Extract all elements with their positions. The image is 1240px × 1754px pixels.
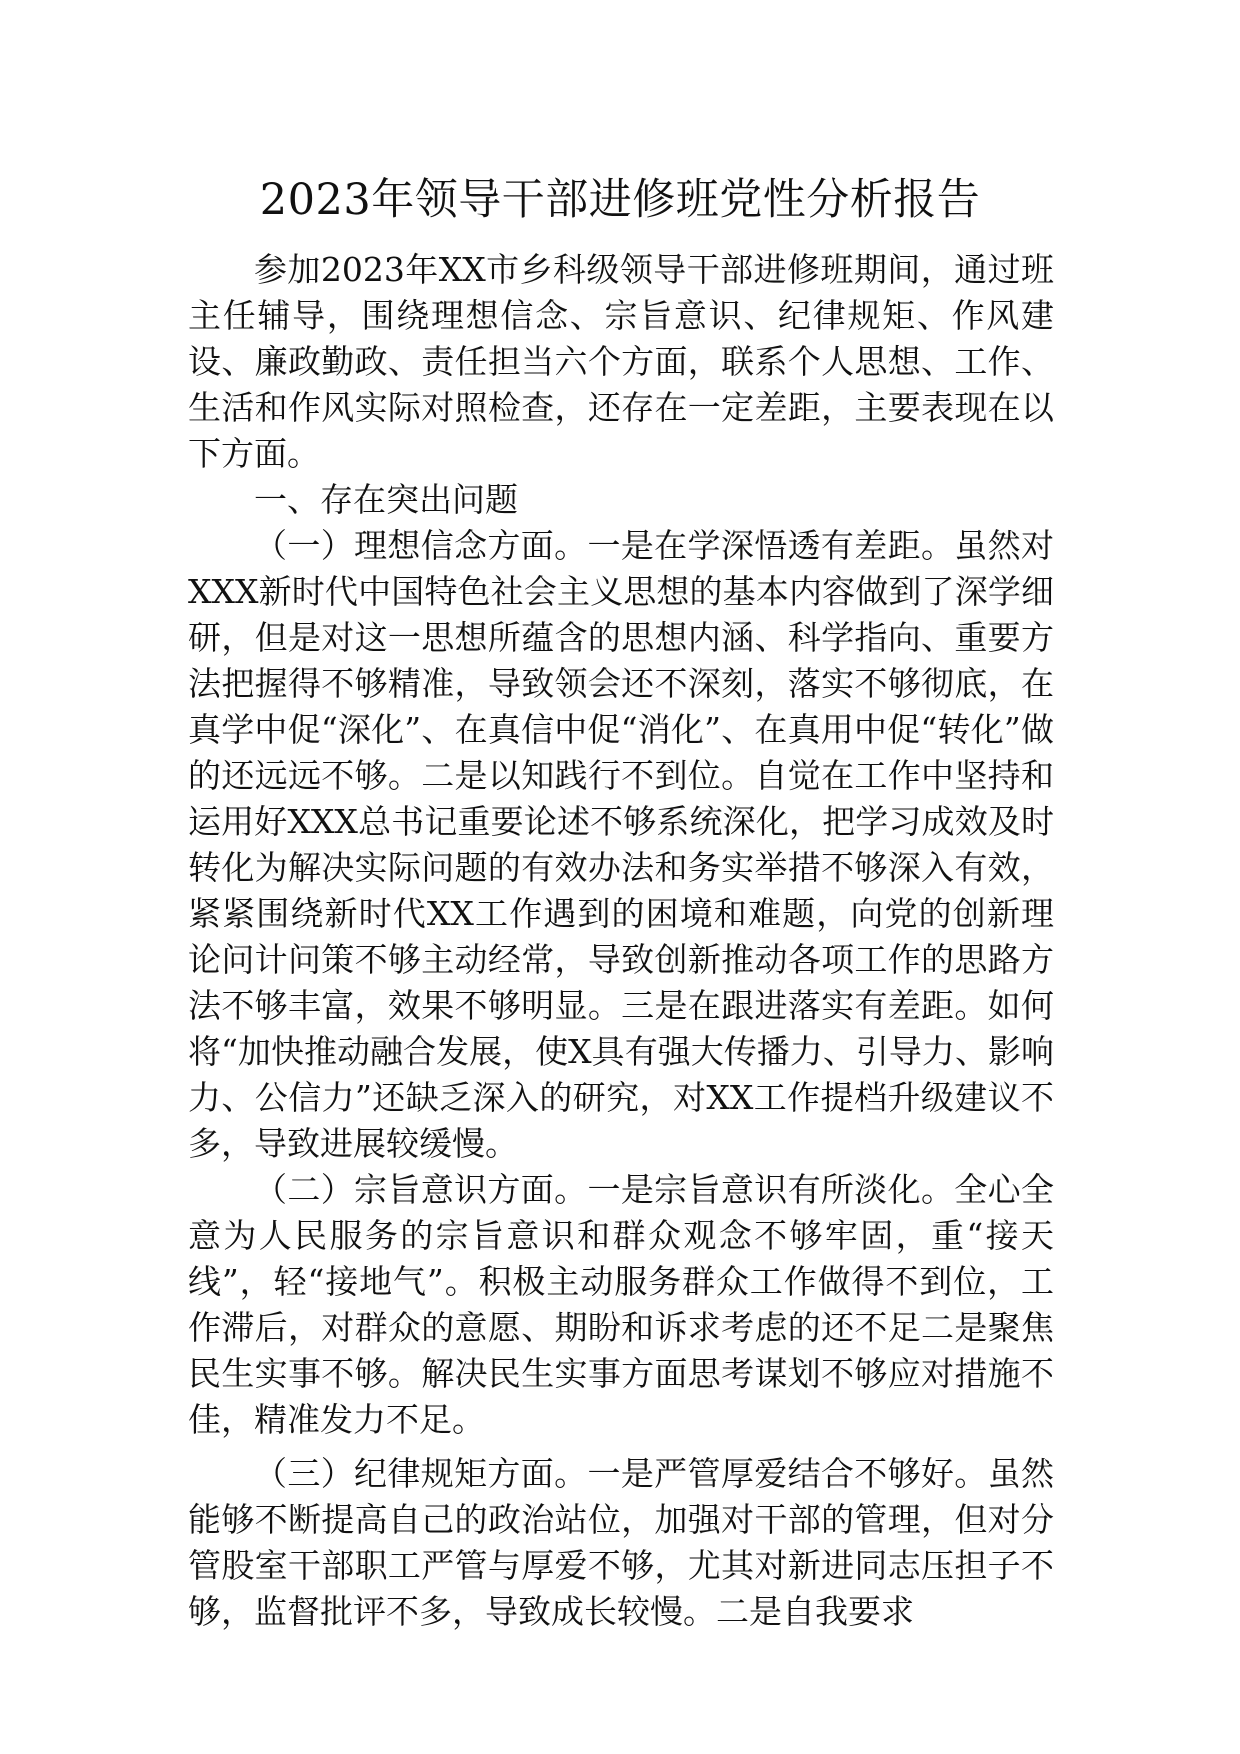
- paragraph-discipline-rules: （三）纪律规矩方面。一是严管厚爱结合不够好。虽然能够不断提高自己的政治站位，加强对干部的管理，但对分管股室干部职工严管与厚爱不够，尤其对新进同志压担子不够，监督批评不多，导致成长较慢。二是自我要求: [188, 1454, 1054, 1631]
- paragraph-purpose-awareness: （二）宗旨意识方面。一是宗旨意识有所淡化。全心全意为人民服务的宗旨意识和群众观念不够牢固，重“接天线”，轻“接地气”。积极主动服务群众工作做得不到位，工作滞后，对群众的意愿、期盼和诉求考虑的还不足二是聚焦民生实事不够。解决民生实事方面思考谋划不够应对措施不佳，精准发力不足。: [188, 1170, 1054, 1439]
- intro-paragraph: 参加2023年XX市乡科级领导干部进修班期间，通过班主任辅导，围绕理想信念、宗旨意识、纪律规矩、作风建设、廉政勤政、责任担当六个方面，联系个人思想、工作、生活和作风实际对照检查，还存在一定差距，主要表现在以下方面。: [188, 250, 1054, 473]
- document-title: 2023年领导干部进修班党性分析报告: [259, 175, 981, 225]
- paragraph-ideals-beliefs: （一）理想信念方面。一是在学深悟透有差距。虽然对XXX新时代中国特色社会主义思想的基本内容做到了深学细研，但是对这一思想所蕴含的思想内涵、科学指向、重要方法把握得不够精准，导致领会还不深刻，落实不够彻底，在真学中促“深化”、在真信中促“消化”、在真用中促“转化”做的还远远不够。二是以知践行不到位。自觉在工作中坚持和运用好XXX总书记重要论述不够系统深化，把学习成效及时转化为解决实际问题的有效办法和务实举措不够深入有效，紧紧围绕新时代XX工作遇到的困境和难题，向党的创新理论问计问策不够主动经常，导致创新推动各项工作的思路方法不够丰富，效果不够明显。三是在跟进落实有差距。如何将“加快推动融合发展，使X具有强大传播力、引导力、影响力、公信力”还缺乏深入的研究，对XX工作提档升级建议不多，导致进展较缓慢。: [188, 526, 1054, 1163]
- section-heading: 一、存在突出问题: [254, 480, 518, 519]
- document-body: [188, 247, 1054, 1635]
